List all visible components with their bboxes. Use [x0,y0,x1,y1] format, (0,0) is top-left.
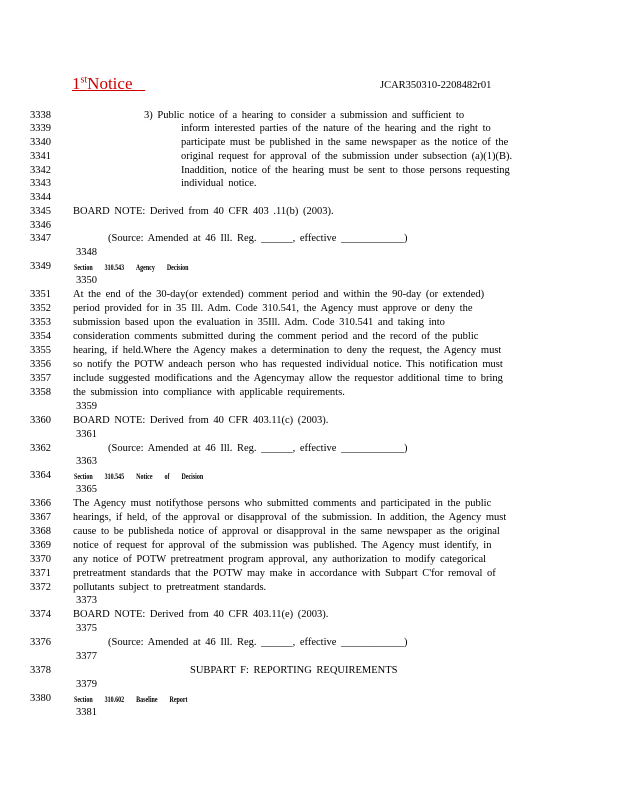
line-number: 3376 [30,637,51,648]
notice-word: Notice [87,74,133,93]
source-note: (Source: Amended at 46 Ill. Reg. ______, effective ____________) [108,637,408,648]
text-line: participate must be published in the same newspaper as the notice of the [181,137,509,148]
line-number: 3341 [30,151,51,162]
text-line: hearing, if held.Where the Agency makes a determination to deny the request, the Agency must [73,345,502,356]
board-note: BOARD NOTE: Derived from 40 CFR 403 .11(b) (2003). [73,206,334,217]
line-number: 3349 [30,261,51,272]
line-number: 3367 [30,512,51,523]
line-number: 3339 [30,123,51,134]
text-line: original request for approval of the submission under subsection (a)(1)(B). [181,151,513,162]
line-number: 3374 [30,609,51,620]
text-line: The Agency must notifythose persons who submitted comments and participated in the public [73,498,492,509]
notice-superscript: st [80,74,88,86]
line-number: 3358 [30,387,51,398]
line-number: 3357 [30,373,51,384]
line-number: 3354 [30,331,51,342]
text-line: inform interested parties of the nature of the hearing and the right to [181,123,491,134]
line-number: 3351 [30,289,51,300]
line-number: 3369 [30,540,51,551]
text-line: consideration comments submitted during the comment period and the record of the public [73,331,479,342]
line-number: 3378 [30,665,51,676]
line-number: 3377 [76,651,97,662]
subpart-heading: SUBPART F: REPORTING REQUIREMENTS [190,665,398,676]
line-number: 3362 [30,443,51,454]
line-number: 3380 [30,693,51,704]
section-heading: Section 310.545 Notice of Decision [74,472,204,481]
line-number: 3363 [76,456,97,467]
text-line: cause to be publisheda notice of approval or disapproval in the same newspaper as the original [73,526,500,537]
line-number: 3365 [76,484,97,495]
line-number: 3355 [30,345,51,356]
line-number: 3350 [76,275,97,286]
notice-heading [72,74,145,94]
line-number: 3340 [30,137,51,148]
line-number: 3344 [30,192,51,203]
line-number: 3347 [30,233,51,244]
text-line: At the end of the 30-day(or extended) comment period and within the 90-day (or extended) [73,289,485,300]
line-number: 3381 [76,707,97,718]
line-number: 3338 [30,110,51,121]
source-note: (Source: Amended at 46 Ill. Reg. ______, effective ____________) [108,233,408,244]
source-note: (Source: Amended at 46 Ill. Reg. ______, effective ____________) [108,443,408,454]
line-number: 3343 [30,178,51,189]
board-note: BOARD NOTE: Derived from 40 CFR 403.11(e) (2003). [73,609,329,620]
section-heading: Section 310.543 Agency Decision [74,263,189,272]
text-line: the submission into compliance with applicable requirements. [73,387,345,398]
text-line: period provided for in 35 Ill. Adm. Code 310.541, the Agency must approve or deny the [73,303,473,314]
section-heading: Section 310.602 Baseline Report [74,695,188,704]
document-id: JCAR350310-2208482r01 [380,80,492,91]
board-note: BOARD NOTE: Derived from 40 CFR 403.11(c) (2003). [73,415,329,426]
line-number: 3352 [30,303,51,314]
line-number: 3360 [30,415,51,426]
line-number: 3368 [30,526,51,537]
line-number: 3346 [30,220,51,231]
line-number: 3375 [76,623,97,634]
line-number: 3345 [30,206,51,217]
line-number: 3359 [76,401,97,412]
text-line: so notify the POTW andeach person who has requested individual notice. This notification must [73,359,503,370]
line-number: 3366 [30,498,51,509]
text-line: submission based upon the evaluation in 35Ill. Adm. Code 310.541 and taking into [73,317,445,328]
text-line: notice of request for approval of the submission was published. The Agency must identify, in [73,540,492,551]
notice-number: 1 [72,74,81,93]
line-number: 3342 [30,165,51,176]
line-number: 3370 [30,554,51,565]
line-number: 3379 [76,679,97,690]
text-line: individual notice. [181,178,257,189]
text-line: pretreatment standards that the POTW may make in accordance with Subpart C'for removal of [73,568,496,579]
line-number: 3353 [30,317,51,328]
line-number: 3348 [76,247,97,258]
line-number: 3372 [30,582,51,593]
text-line: hearings, if held, of the approval or disapproval of the submission. In addition, the Agency must [73,512,507,523]
line-number: 3361 [76,429,97,440]
line-number: 3364 [30,470,51,481]
text-line: Inaddition, notice of the hearing must be sent to those persons requesting [181,165,510,176]
line-number: 3371 [30,568,51,579]
text-line: pollutants subject to pretreatment standards. [73,582,267,593]
line-number: 3373 [76,595,97,606]
text-line: any notice of POTW pretreatment program approval, any authorization to modify categorical [73,554,487,565]
text-line: include suggested modifications and the Agencymay allow the requestor additional time to bring [73,373,503,384]
text-line: 3) Public notice of a hearing to consider a submission and sufficient to [144,110,465,121]
line-number: 3356 [30,359,51,370]
